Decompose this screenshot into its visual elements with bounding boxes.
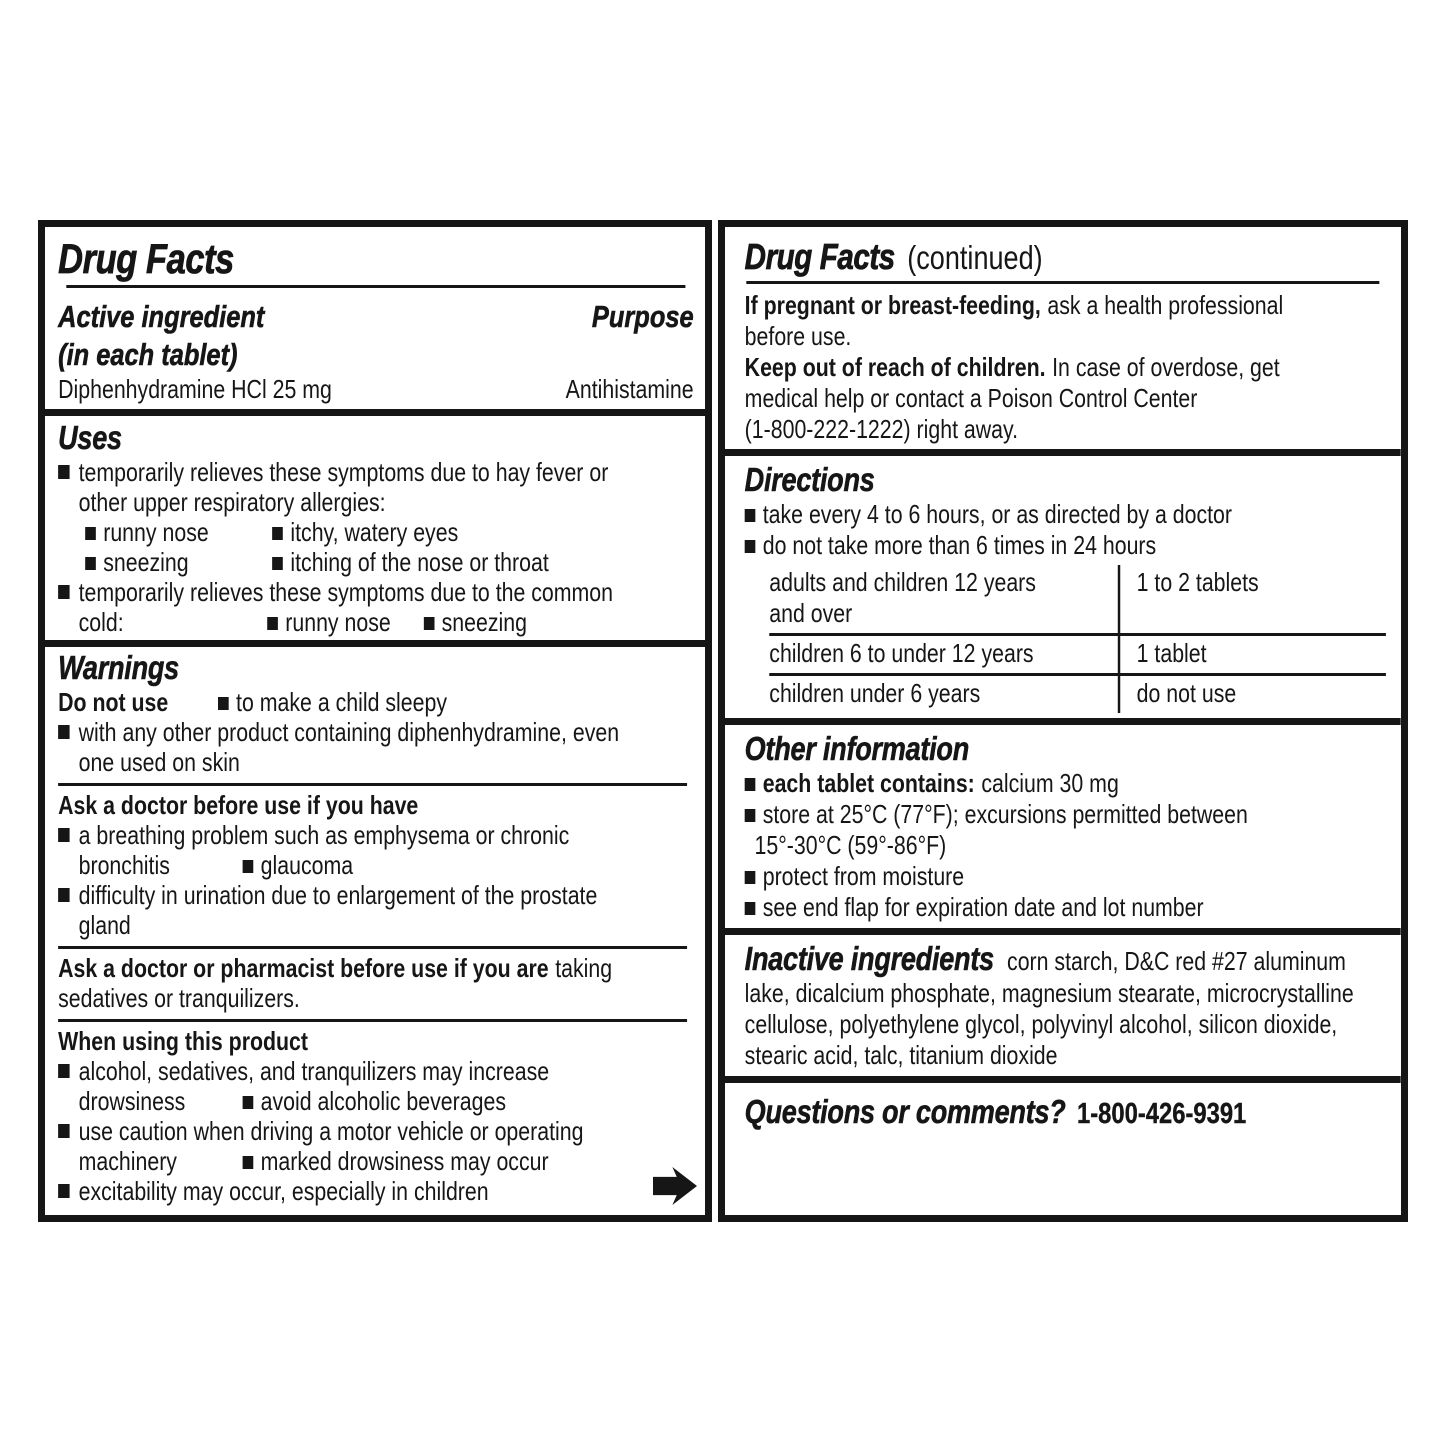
continued-label: (continued) xyxy=(907,239,1043,276)
dose-cell: 1 to 2 tablets xyxy=(1118,565,1386,633)
age-group-text: children 6 to under 12 years xyxy=(769,638,1034,668)
ingredient-name: Diphenhydramine HCl 25 mg xyxy=(58,374,332,404)
urination-line1: difficulty in urination due to enlargement of the prostate xyxy=(78,880,598,910)
other-product-line1: with any other product containing diphenhydramine, even xyxy=(78,717,620,747)
active-ingredient-section xyxy=(45,293,705,409)
table-row xyxy=(769,633,1386,673)
pregnancy-warning-rest: ask a health professional xyxy=(1047,290,1284,320)
keep-out-line2: medical help or contact a Poison Control Center xyxy=(744,383,1198,413)
bullet-square-icon xyxy=(745,540,756,553)
table-row xyxy=(769,565,1386,633)
section-divider xyxy=(45,640,705,647)
ask-pharmacist-paragraph xyxy=(58,953,697,1013)
protect-moisture-text: protect from moisture xyxy=(762,861,965,891)
warning-alcohol xyxy=(58,1056,697,1116)
directions-heading: Directions xyxy=(744,461,875,498)
bullet-square-icon xyxy=(272,527,283,540)
warning-other-product xyxy=(58,717,697,777)
uses-cold-line2 xyxy=(79,607,613,637)
symptom-itchy-eyes: itchy, watery eyes xyxy=(290,517,459,547)
urination-line2: gland xyxy=(78,910,131,940)
panel-left xyxy=(38,220,712,1222)
pregnancy-warning-line2: before use. xyxy=(744,321,852,351)
bullet-square-icon xyxy=(58,1064,69,1078)
uses-symptom-row-1 xyxy=(85,517,697,547)
uses-heading: Uses xyxy=(58,419,122,456)
subsection-divider xyxy=(58,783,687,786)
active-ingredient-heading-line2: (in each tablet) xyxy=(58,337,238,372)
other-product-line2: one used on skin xyxy=(78,747,240,777)
section-divider xyxy=(725,718,1401,725)
other-information-heading: Other information xyxy=(744,730,970,767)
bullet-square-icon xyxy=(58,1124,69,1138)
bullet-square-icon xyxy=(745,902,756,915)
other-info-bullet-3 xyxy=(745,861,1386,892)
section-divider xyxy=(725,449,1401,456)
alcohol-line1: alcohol, sedatives, and tranquilizers may increase xyxy=(78,1056,550,1086)
continued-section xyxy=(725,227,1401,449)
uses-cold-line1: temporarily relieves these symptoms due to the common xyxy=(78,577,614,607)
drug-facts-title-block xyxy=(45,227,705,293)
drug-facts-continued-title xyxy=(745,235,1386,279)
keep-out-line3: (1-800-222-1222) right away. xyxy=(744,414,1019,444)
section-divider xyxy=(45,409,705,416)
other-info-bullet-2-line1 xyxy=(745,799,1386,830)
section-divider xyxy=(725,1076,1401,1083)
bullet-square-icon xyxy=(745,871,756,884)
uses-section xyxy=(45,416,705,640)
symptom-sneezing: sneezing xyxy=(103,547,189,577)
bullet-square-icon xyxy=(272,557,283,570)
inactive-ingredients-text: corn starch, D&C red #27 aluminum lake, dicalcium phosphate, magnesium stearate, microcrystalline cellulose, polyethylene glycol, polyvinyl alcohol, silicon dioxide, stearic acid, talc, titanium dioxide xyxy=(744,946,1354,1070)
uses-hayfever-line2: other upper respiratory allergies: xyxy=(78,487,386,517)
symptom-itching-nose-throat: itching of the nose or throat xyxy=(290,547,549,577)
cold-symptom-sneezing: sneezing xyxy=(441,607,527,637)
other-information-section xyxy=(725,725,1401,928)
keep-out-heading: Keep out of reach of children. xyxy=(744,352,1046,382)
bullet-square-icon xyxy=(745,509,756,522)
directions-section xyxy=(725,456,1401,718)
phone-number: 1-800-426-9391 xyxy=(1077,1098,1247,1130)
breathing-line2-word: bronchitis xyxy=(78,850,170,880)
dose-cell: do not use xyxy=(1118,676,1386,713)
do-not-use-label: Do not use xyxy=(58,687,169,717)
uses-bullet-hayfever xyxy=(58,457,697,517)
alcohol-line2-word: drowsiness xyxy=(78,1086,186,1116)
panel-right xyxy=(718,220,1408,1222)
questions-heading: Questions or comments? xyxy=(744,1093,1066,1130)
bullet-square-icon xyxy=(58,465,69,479)
title-underline xyxy=(66,285,685,288)
ask-pharmacist-line2: sedatives or tranquilizers. xyxy=(58,983,300,1013)
bullet-square-icon xyxy=(58,1184,69,1198)
subsection-divider xyxy=(58,946,687,949)
bullet-square-icon xyxy=(58,888,69,902)
uses-symptom-row-2 xyxy=(85,547,697,577)
title-underline xyxy=(746,281,1379,284)
section-divider xyxy=(725,928,1401,935)
bullet-square-icon xyxy=(58,725,69,739)
active-ingredient-heading-line1: Active ingredient xyxy=(58,299,265,334)
age-group-cell xyxy=(769,676,1118,713)
alcohol-line2 xyxy=(79,1086,549,1116)
bullet-square-icon xyxy=(243,1096,254,1109)
bullet-square-icon xyxy=(85,557,96,570)
bullet-square-icon xyxy=(85,527,96,540)
do-not-use-row xyxy=(58,687,697,717)
uses-bullet-cold xyxy=(58,577,697,637)
other-info-bullet-2-line2: 15°-30°C (59°-86°F) xyxy=(754,830,947,860)
cold-label: cold: xyxy=(78,607,124,637)
bullet-square-icon xyxy=(745,809,756,822)
warnings-heading: Warnings xyxy=(58,649,179,686)
avoid-alcohol-item: avoid alcoholic beverages xyxy=(260,1086,507,1116)
uses-hayfever-line1: temporarily relieves these symptoms due to hay fever or xyxy=(78,457,609,487)
cold-symptom-runny-nose: runny nose xyxy=(285,607,391,637)
other-info-bullet-1 xyxy=(745,768,1386,799)
other-info-bullet-4 xyxy=(745,892,1386,923)
bullet-square-icon xyxy=(58,828,69,842)
ask-doctor-heading: Ask a doctor before use if you have xyxy=(58,790,419,820)
bullet-square-icon xyxy=(424,617,435,630)
bullet-square-icon xyxy=(745,778,756,791)
warning-caution xyxy=(58,1116,697,1176)
bullet-square-icon xyxy=(243,860,254,873)
active-ingredient-heading xyxy=(58,298,264,374)
caution-line2-word: machinery xyxy=(78,1146,177,1176)
directions-bullet-2 xyxy=(745,530,1386,561)
caution-line2 xyxy=(79,1146,584,1176)
questions-section xyxy=(725,1083,1401,1215)
table-row xyxy=(769,673,1386,713)
bullet-square-icon xyxy=(267,617,278,630)
subsection-divider xyxy=(58,1019,687,1022)
directions-bullet-2-text: do not take more than 6 times in 24 hours xyxy=(762,530,1157,560)
breathing-line1: a breathing problem such as emphysema or chronic xyxy=(78,820,570,850)
when-using-heading: When using this product xyxy=(58,1026,309,1056)
drug-facts-title: Drug Facts xyxy=(58,235,234,282)
dose-cell: 1 tablet xyxy=(1118,636,1386,673)
bullet-square-icon xyxy=(243,1156,254,1169)
age-group-text: children under 6 years xyxy=(769,678,981,708)
warning-urination xyxy=(58,880,697,940)
warnings-section xyxy=(45,647,705,1215)
pregnancy-warning-heading: If pregnant or breast-feeding, xyxy=(744,290,1041,320)
ask-pharmacist-rest: taking xyxy=(555,953,613,983)
marked-drowsiness-item: marked drowsiness may occur xyxy=(260,1146,549,1176)
keep-out-rest: In case of overdose, get xyxy=(1052,352,1280,382)
do-not-use-item: to make a child sleepy xyxy=(236,687,448,717)
dosage-table xyxy=(769,565,1386,713)
ask-pharmacist-heading: Ask a doctor or pharmacist before use if you are xyxy=(58,953,549,983)
bullet-square-icon xyxy=(218,697,229,710)
drug-facts-title: Drug Facts xyxy=(744,236,895,277)
each-tablet-contains-value: calcium 30 mg xyxy=(981,768,1119,798)
directions-bullet-1 xyxy=(745,499,1386,530)
caution-line1: use caution when driving a motor vehicle or operating xyxy=(78,1116,584,1146)
expiration-text: see end flap for expiration date and lot number xyxy=(762,892,1204,922)
symptom-runny-nose: runny nose xyxy=(103,517,209,547)
age-group-cell xyxy=(769,565,1118,633)
purpose-value: Antihistamine xyxy=(565,374,694,404)
breathing-line2 xyxy=(79,850,570,880)
bullet-square-icon xyxy=(58,585,69,599)
age-group-text: adults and children 12 years xyxy=(769,567,1036,597)
excitability-line: excitability may occur, especially in children xyxy=(78,1176,489,1206)
age-group-text: and over xyxy=(769,598,853,628)
each-tablet-contains-label: each tablet contains: xyxy=(762,768,975,798)
warning-breathing xyxy=(58,820,697,880)
inactive-ingredients-heading: Inactive ingredients xyxy=(744,940,994,977)
purpose-heading: Purpose xyxy=(591,299,694,334)
storage-text-line1: store at 25°C (77°F); excursions permitted between xyxy=(762,799,1248,829)
directions-bullet-1-text: take every 4 to 6 hours, or as directed by a doctor xyxy=(762,499,1233,529)
inactive-ingredients-section xyxy=(725,935,1401,1076)
glaucoma-item: glaucoma xyxy=(260,850,354,880)
age-group-cell xyxy=(769,636,1118,673)
warning-excitability xyxy=(58,1176,697,1206)
